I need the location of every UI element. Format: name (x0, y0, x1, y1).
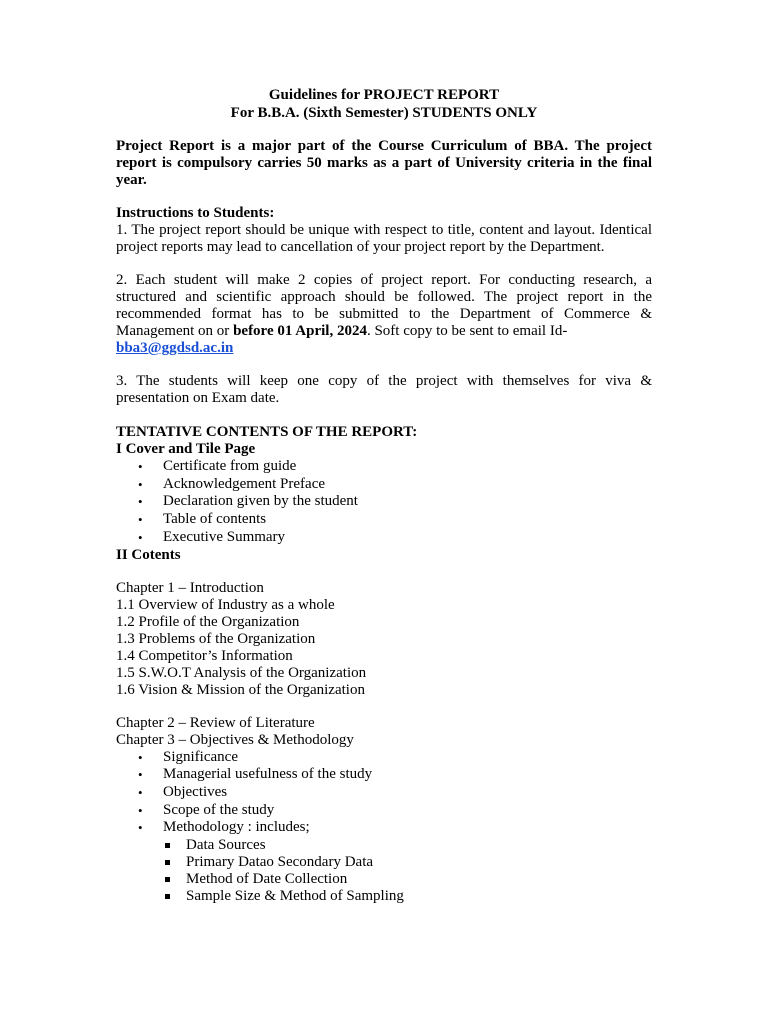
document-title-line-1: Guidelines for PROJECT REPORT (268, 87, 500, 103)
chapter-1-line: 1.5 S.W.O.T Analysis of the Organization (116, 664, 367, 681)
bullet-icon: • (138, 512, 143, 528)
list-item: • Certificate from guide (138, 458, 297, 474)
section-1-heading: I Cover and Tile Page (116, 441, 256, 457)
list-item: • Significance (138, 748, 238, 765)
chapter-1-line: 1.4 Competitor’s Information (116, 647, 293, 664)
chapter-3-title: Chapter 3 – Objectives & Methodology (116, 731, 354, 748)
instruction-2-text: 2. Each student will make 2 copies of project report. For conducting research, a structured and scientific approach should be followed. The project report in the recommended format has to be submitted to the Department of Commerce & Management on or (116, 272, 652, 339)
bullet-icon: • (138, 820, 143, 836)
instruction-2 (116, 272, 652, 357)
bullet-icon: • (138, 476, 143, 492)
square-bullet-icon (165, 843, 170, 848)
list-item: • Methodology : includes; (138, 819, 310, 836)
instructions-heading: Instructions to Students: (116, 205, 275, 221)
chapter-1-line: 1.1 Overview of Industry as a whole (116, 596, 335, 613)
list-item: Data Sources (186, 837, 652, 854)
list-item: • Executive Summary (138, 528, 286, 545)
bullet-icon: • (138, 459, 143, 474)
section-1-list (116, 458, 652, 547)
instruction-1: 1. The project report should be unique with respect to title, content and layout. Identical project reports may lead to cancellation of your project report by the Department. (116, 222, 652, 255)
chapter-1-line: 1.3 Problems of the Organization (116, 630, 316, 647)
chapter-2-title: Chapter 2 – Review of Literature (116, 714, 315, 731)
chapter-1-block (116, 580, 652, 699)
list-item: • Managerial usefulness of the study (138, 766, 373, 783)
instruction-3: 3. The students will keep one copy of the project with themselves for viva & presentation on Exam date. (116, 373, 652, 406)
bullet-icon: • (138, 784, 143, 800)
contents-heading: TENTATIVE CONTENTS OF THE REPORT: (116, 424, 418, 440)
intro-paragraph: Project Report is a major part of the Course Curriculum of BBA. The project report is compulsory carries 50 marks as a part of University criteria in the final year. (116, 138, 652, 188)
chapter-3-list (116, 749, 652, 838)
list-item: • Acknowledgement Preface (138, 475, 326, 492)
instruction-2-email-label: . Soft copy to be sent to email Id- (366, 323, 568, 339)
chapter-1-title: Chapter 1 – Introduction (116, 579, 264, 596)
email-link[interactable]: bba3@ggdsd.ac.in (116, 340, 234, 356)
list-item: • Scope of the study (138, 801, 275, 818)
list-item: • Table of contents (138, 511, 267, 528)
chapter-1-line: 1.6 Vision & Mission of the Organization (116, 681, 365, 698)
chapter-1-line: 1.2 Profile of the Organization (116, 613, 300, 630)
document-page (116, 86, 652, 905)
bullet-icon: • (138, 767, 143, 783)
bullet-icon: • (138, 529, 143, 545)
section-2-heading: II Cotents (116, 546, 181, 563)
bullet-icon: • (138, 802, 143, 818)
square-bullet-icon (165, 860, 170, 865)
list-item: Primary Datao Secondary Data (186, 854, 652, 871)
bullet-icon: • (138, 749, 143, 765)
methodology-list (116, 837, 652, 905)
instruction-2-deadline: before 01 April, 2024 (233, 323, 367, 339)
square-bullet-icon (165, 877, 170, 882)
list-item: • Declaration given by the student (138, 493, 358, 510)
bullet-icon: • (138, 494, 143, 510)
list-item: • Objectives (138, 783, 228, 800)
list-item: Method of Date Collection (186, 871, 652, 888)
square-bullet-icon (165, 894, 170, 899)
list-item: Sample Size & Method of Sampling (186, 888, 652, 905)
document-title-line-2: For B.B.A. (Sixth Semester) STUDENTS ONLY (230, 105, 538, 121)
